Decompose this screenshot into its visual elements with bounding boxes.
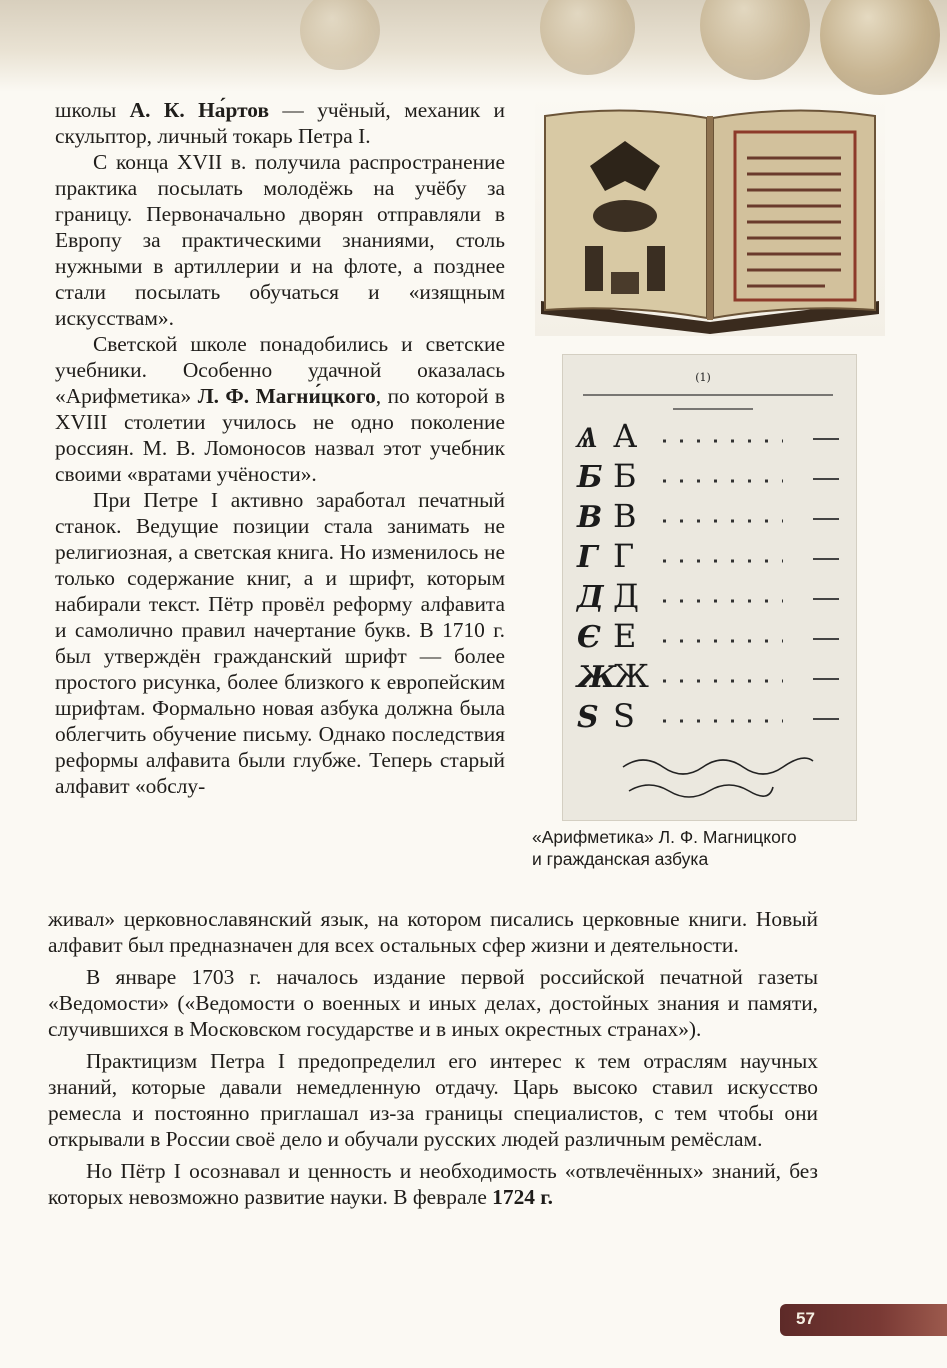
person-name: А. К. На́ртов — [129, 98, 270, 122]
civil-alphabet-image — [562, 354, 857, 821]
person-name: Л. Ф. Магни́цкого — [197, 384, 376, 408]
paragraph-text: Светской школе понадобились и светские учебники. Особенно удачной оказалась «Арифметика» — [55, 332, 505, 408]
arithmetic-book-image — [535, 96, 885, 336]
new-letter-glyph: Д — [613, 577, 640, 615]
new-letter-glyph: В — [613, 497, 637, 535]
paragraph-textbooks — [55, 331, 505, 487]
paragraph-practicism: Практицизм Петра I предопределил его интерес к тем отраслям научных знаний, которые давали немедленную отдачу. Царь высоко ставил искусство ремесла и постоянно приглашал из-за границы специалистов, с тем чтобы они открывали в России своё дело и обучали русских людей различным ремёслам. — [48, 1049, 818, 1151]
paragraph-nartov — [55, 97, 505, 149]
page-number: 57 — [796, 1309, 815, 1328]
portrait-medallion-icon — [820, 0, 940, 95]
new-letter-glyph: Е — [613, 617, 637, 655]
image-caption — [532, 826, 882, 870]
coin-medallion-icon — [300, 0, 380, 70]
year-highlight: 1724 г. — [492, 1185, 553, 1209]
paragraph-study-abroad: С конца XVII в. получила распространение практика посылать молодёжь на учёбу за границу. Первоначально дворян отправляли в Европу за практическими знаниями, столь нужными в артиллерии и на флоте, а позднее стали посылать обучаться и «изящным искусствам». — [55, 150, 505, 330]
old-letter-glyph: Є — [577, 620, 601, 655]
paragraph-vedomosti: В январе 1703 г. началось издание первой российской печатной газеты «Ведомости» («Ведомости о военных и иных делах, достойных знания и памяти, случившихся в Московском государстве и в иных окрестных странах»). — [48, 965, 818, 1041]
old-letter-glyph: Г — [577, 540, 598, 575]
paragraph-printing: При Петре I активно заработал печатный станок. Ведущие позиции стала занимать не религиозная, а светская книга. Но изменилось не только содержание книг, а и шрифт, которым набирали текст. Пётр провёл реформу алфавита и самолично правил начертание букв. В 1710 г. был утверждён гражданский шрифт — более простого рисунка, более близкого к европейским шрифтам. Формально новая азбука должна была облегчить обучение письму. Однако последствия реформы алфавита были глубже. Теперь старый алфавит «обслу- — [55, 488, 505, 798]
new-letter-glyph: Б — [613, 457, 637, 495]
coin-medallion-icon — [700, 0, 810, 80]
old-letter-glyph: Ѧ — [577, 420, 598, 455]
paragraph-text: — учёный, механик и скульптор, личный токарь Петра I. — [55, 98, 505, 148]
caption-line: и гражданская азбука — [532, 849, 709, 869]
new-letter-glyph: S — [613, 697, 635, 735]
main-text-column — [55, 97, 505, 799]
page-number-tab — [780, 1304, 947, 1336]
paragraph-abstract-knowledge — [48, 1158, 818, 1210]
full-width-text — [48, 906, 818, 1210]
decorative-header-banner — [0, 0, 947, 92]
old-letter-glyph: Д — [577, 580, 604, 615]
paragraph-printing-continued: живал» церковнославянский язык, на котором писались церковные книги. Новый алфавит был предназначен для всех остальных сфер жизни и деятельности. — [48, 907, 818, 957]
new-letter-glyph: Ж — [613, 657, 649, 695]
paragraph-text: школы — [55, 98, 130, 122]
old-letter-glyph: Б — [577, 460, 603, 495]
caption-line: «Арифметика» Л. Ф. Магницкого — [532, 827, 797, 847]
paragraph-text: , по которой в XVIII столетии училось не одно поколение россиян. М. В. Ломоносов назвал этот учебник своими «вратами учёности». — [55, 384, 506, 486]
old-letter-glyph: Ѕ — [577, 700, 599, 735]
old-letter-glyph: В — [577, 500, 603, 535]
new-letter-glyph: Г — [613, 537, 635, 575]
paragraph-text: Но Пётр I осознавал и ценность и необходимость «отвлечённых» знаний, без которых невозможно развитие науки. В феврале — [48, 1159, 818, 1209]
svg-text:(1): (1) — [695, 371, 711, 384]
new-letter-glyph: А — [613, 417, 638, 455]
old-letter-glyph: Ж — [577, 660, 617, 695]
coin-medallion-icon — [540, 0, 635, 75]
